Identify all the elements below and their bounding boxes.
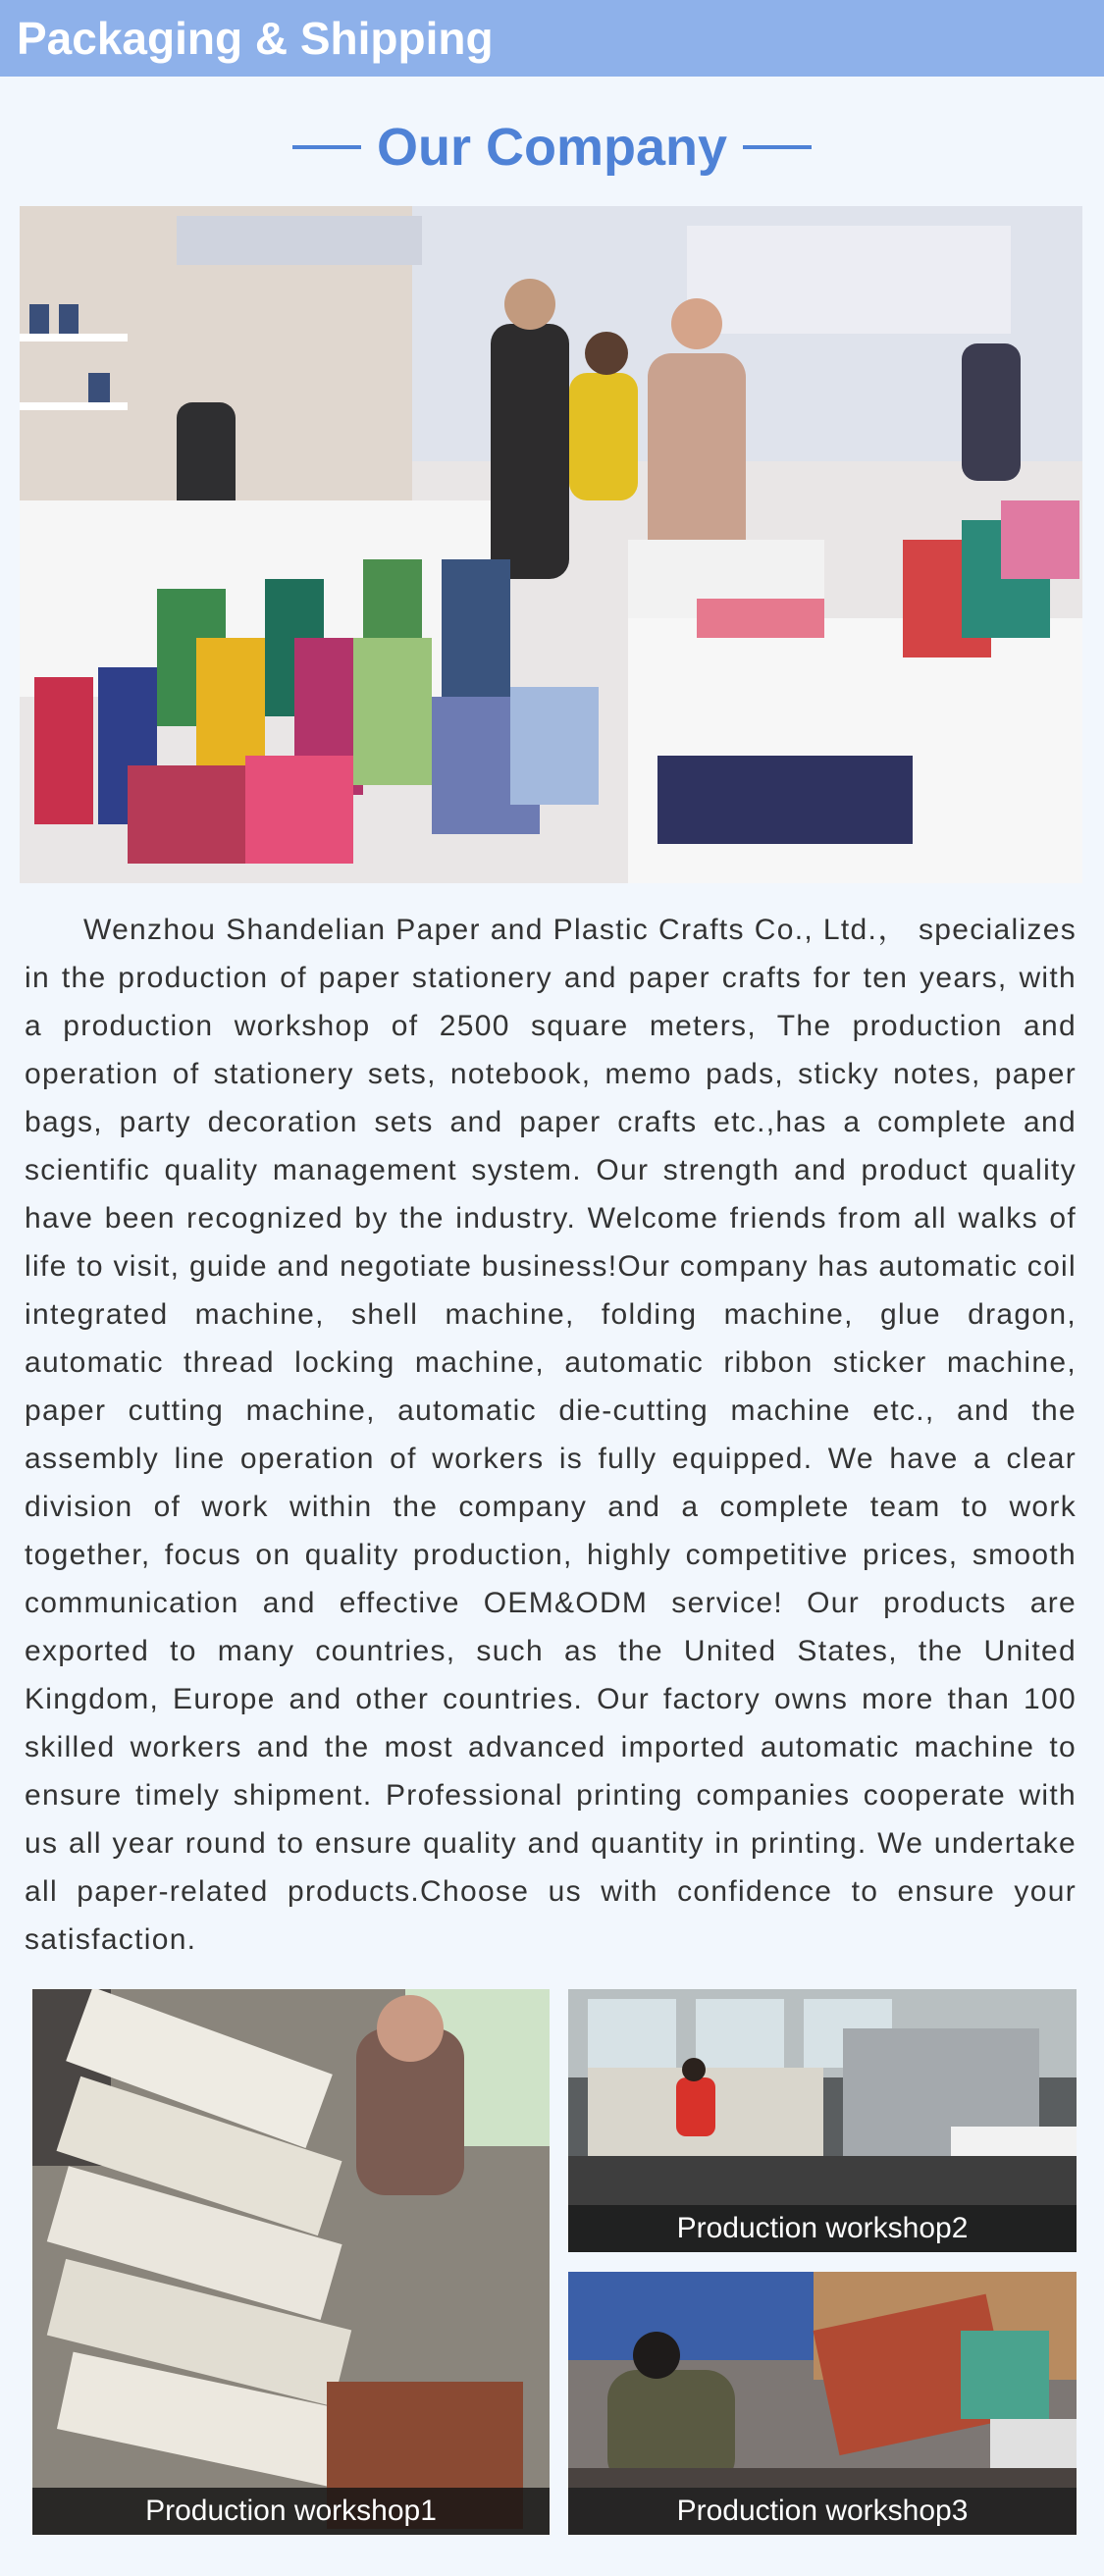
workshop-photo-3: [568, 2272, 1077, 2535]
company-heading: [0, 116, 1104, 179]
workshop-photo-2: [568, 1989, 1077, 2252]
trade-fair-photo: [20, 206, 1082, 883]
heading-left-line: [292, 145, 361, 149]
company-title: Our Company: [376, 118, 728, 177]
workshop-photo-1: [32, 1989, 550, 2535]
company-description: Wenzhou Shandelian Paper and Plastic Crafts Co., Ltd.， specializes in the production of paper stationery and paper crafts for ten years, with a production workshop of 2500 square meters, The production and operation of stationery sets, notebook, memo pads, sticky notes, paper bags, party decoration sets and paper crafts etc.,has a complete and scientific quality management system. Our strength and product quality have been recognized by the industry. Welcome friends from all walks of life to visit, guide and negotiate business!Our company has automatic coil integrated machine, shell machine, folding machine, glue dragon, automatic thread locking machine, automatic ribbon sticker machine, paper cutting machine, automatic die-cutting machine etc., and the assembly line operation of workers is fully equipped. We have a clear division of work within the company and a complete team to work together, focus on quality production, highly competitive prices, smooth communication and effective OEM&ODM service! Our products are exported to many countries, such as the United States, the United Kingdom, Europe and other countries. Our factory owns more than 100 skilled workers and the most advanced imported automatic machine to ensure timely shipment. Professional printing companies cooperate with us all year round to ensure quality and quantity in printing. We undertake all paper-related products.Choose us with confidence to ensure your satisfaction.: [25, 914, 1077, 1956]
page-title: Packaging & Shipping: [17, 13, 494, 64]
workshop-caption-2: Production workshop2: [568, 2205, 1077, 2252]
heading-right-line: [743, 145, 812, 149]
workshop-caption-3: Production workshop3: [568, 2488, 1077, 2535]
workshop-caption-1: Production workshop1: [32, 2488, 550, 2535]
header-bar: [0, 0, 1104, 77]
